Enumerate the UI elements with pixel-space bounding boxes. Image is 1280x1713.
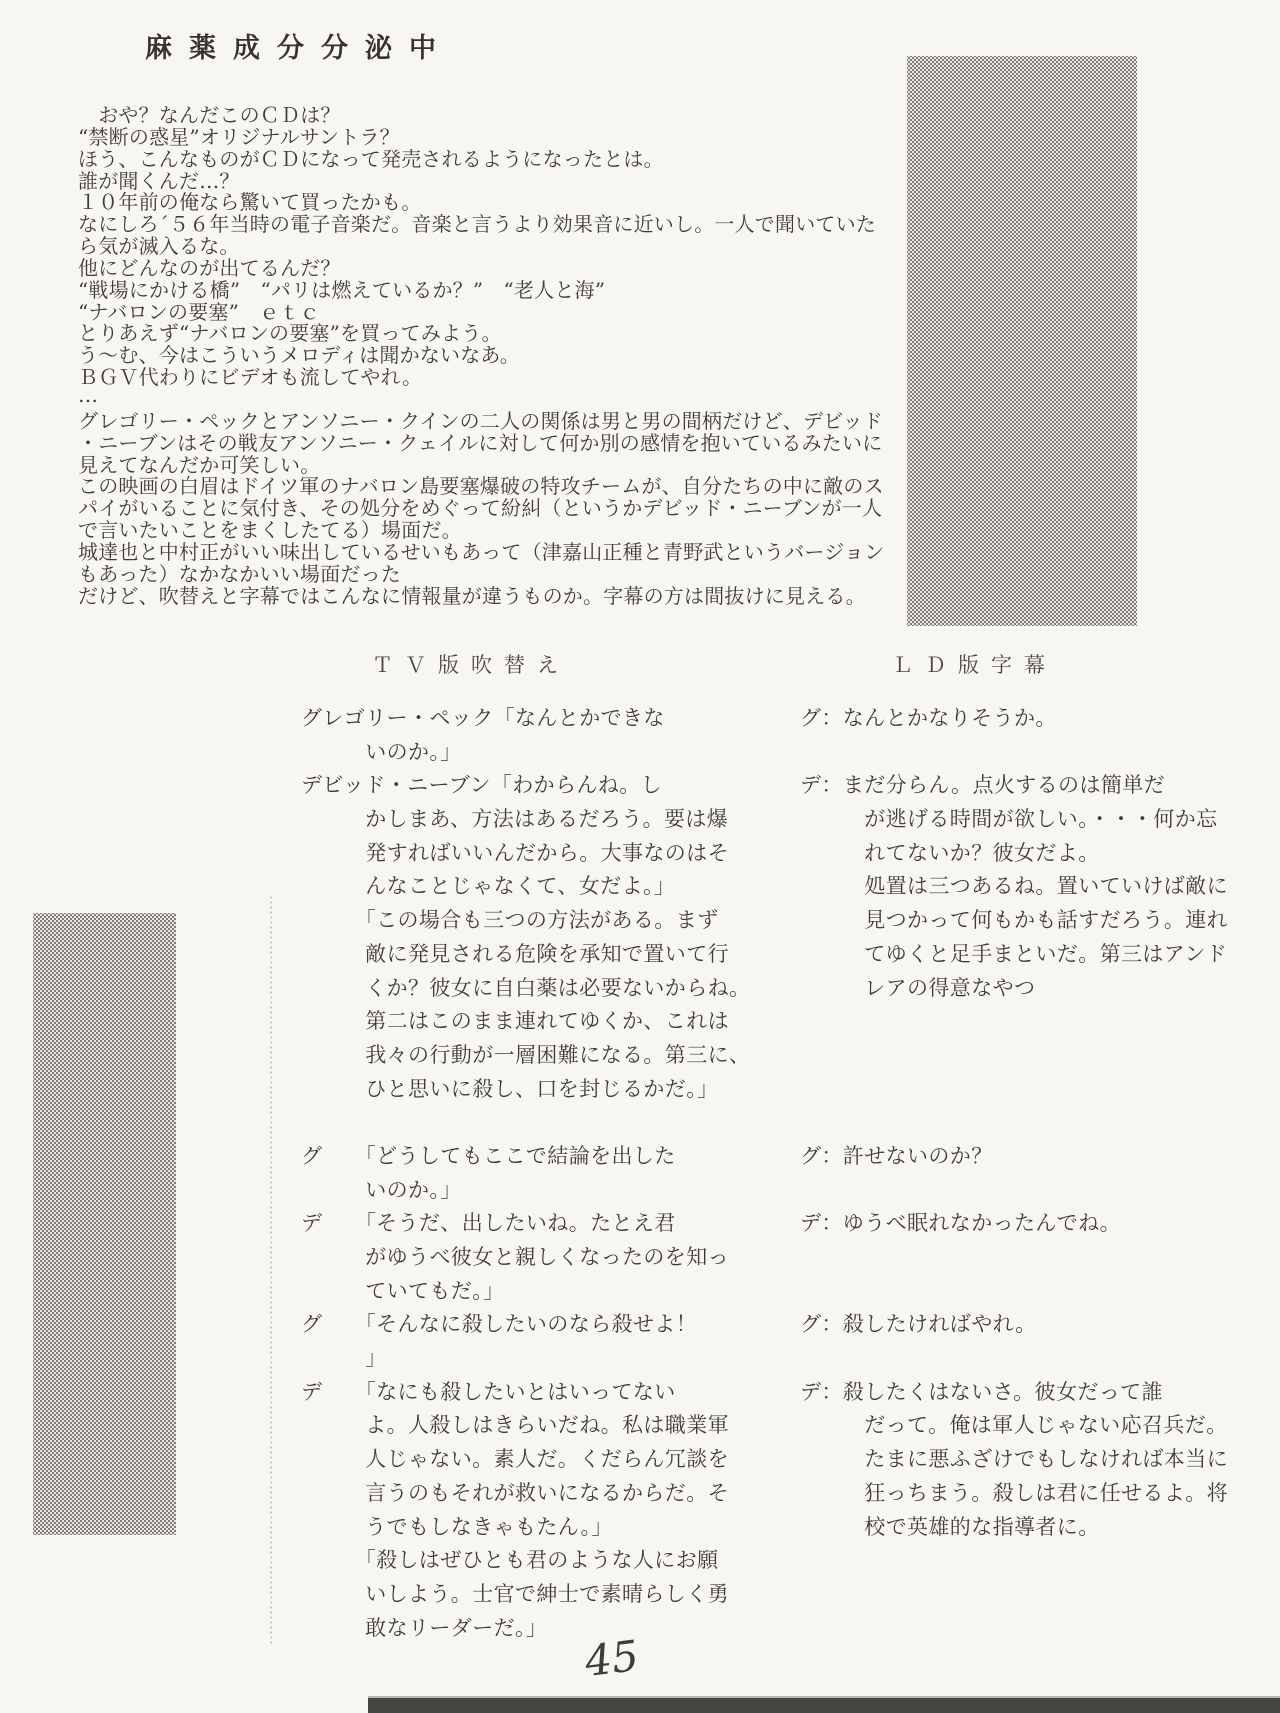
text-line: たまに悪ふざけでもしなければ本当に bbox=[800, 1447, 1228, 1472]
text-line: １０年前の俺なら驚いて買ったかも。 bbox=[78, 190, 422, 215]
text-line: 「この場合も三つの方法がある。まず bbox=[301, 908, 719, 933]
text-line: デ：ゆうべ眠れなかったんでね。 bbox=[800, 1211, 1121, 1236]
text-line: 見つかって何もかも話すだろう。連れ bbox=[800, 908, 1228, 933]
column-header-ld-subtitle: ＬＤ版字幕 bbox=[892, 653, 1057, 677]
text-line: “ナバロンの要塞” ｅｔｃ bbox=[78, 299, 320, 324]
text-line: よ。人殺しはきらいだね。私は職業軍 bbox=[301, 1413, 729, 1438]
text-line: 発すればいいんだから。大事なのはそ bbox=[301, 840, 729, 865]
text-line: ひと思いに殺し、口を封じるかだ。」 bbox=[301, 1076, 719, 1101]
text-line: いしよう。士官で紳士で素晴らしく勇 bbox=[301, 1581, 729, 1606]
text-line: いのか。」 bbox=[301, 739, 462, 764]
text-line: レアの得意なやつ bbox=[800, 975, 1036, 1000]
text-line: “戦場にかける橋” “パリは燃えているか？” “老人と海” bbox=[78, 277, 606, 302]
text-line: とりあえず“ナバロンの要塞”を買ってみよう。 bbox=[78, 321, 502, 346]
text-line bbox=[800, 1106, 1228, 1140]
text-line: だけど、吹替えと字幕ではこんなに情報量が違うものか。字幕の方は間抜けに見える。 bbox=[78, 583, 866, 608]
text-line: くか？彼女に自白薬は必要ないからね。 bbox=[301, 975, 751, 1000]
text-line: 我々の行動が一層困難になる。第三に、 bbox=[301, 1042, 751, 1067]
intro-paragraph bbox=[78, 99, 885, 608]
text-line: うでもしなきゃもたん。」 bbox=[301, 1514, 613, 1539]
text-line: いのか。」 bbox=[301, 1177, 462, 1202]
text-line: 校で英雄的な指導者に。 bbox=[800, 1514, 1100, 1539]
text-line: デ：まだ分らん。点火するのは簡単だ bbox=[800, 773, 1166, 798]
text-line: グ 「そんなに殺したいのなら殺せよ！ bbox=[301, 1312, 698, 1337]
text-line bbox=[800, 1005, 1228, 1039]
text-line: この映画の白眉はドイツ軍のナバロン島要塞爆破の特攻チームが、自分たちの中に敵のス bbox=[78, 474, 884, 499]
text-line: で言いたいことをまくしたてる）場面だ。 bbox=[78, 518, 462, 543]
text-line: グレゴリー・ペックとアンソニー・クインの二人の関係は男と男の間柄だけど、デビッド bbox=[78, 408, 883, 433]
text-line: 第二はこのまま連れてゆくか、これは bbox=[301, 1009, 729, 1034]
text-line: グ：殺したければやれ。 bbox=[800, 1312, 1037, 1337]
text-line: だって。俺は軍人じゃない応召兵だ。 bbox=[800, 1413, 1228, 1438]
text-line: ・ニーブンはその戦友アンソニー・クェイルに対して何か別の感情を抱いているみたいに bbox=[78, 430, 883, 455]
ld-subtitle-column bbox=[800, 702, 1228, 1544]
text-line: デ 「そうだ、出したいね。たとえ君 bbox=[301, 1211, 676, 1236]
text-line: 城達也と中村正がいい味出しているせいもあって（津嘉山正種と青野武というバージョン bbox=[78, 539, 885, 564]
text-line: 人じゃない。素人だ。くだらん冗談を bbox=[301, 1447, 729, 1472]
text-line: が逃げる時間が欲しい。・・・何か忘 bbox=[800, 807, 1218, 832]
text-line bbox=[301, 1106, 750, 1140]
text-line: 誰が聞くんだ…？ bbox=[78, 168, 240, 193]
text-line: デビッド・ニーブン「わからんね。し bbox=[301, 773, 663, 798]
scan-artifact-line bbox=[269, 895, 273, 1645]
bottom-scan-bar bbox=[368, 1698, 1280, 1713]
text-line: おや？なんだこのＣＤは？ bbox=[78, 103, 341, 127]
text-line: 「殺しはぜひとも君のような人にお願 bbox=[301, 1548, 719, 1573]
text-line bbox=[800, 1342, 1228, 1376]
text-line: なにしろ´５６年当時の電子音楽だ。音楽と言うより効果音に近いし。一人で聞いていた bbox=[78, 212, 876, 237]
text-line: 他にどんなのが出てるんだ？ bbox=[78, 255, 341, 280]
text-line: … bbox=[78, 382, 99, 407]
text-line: 見えてなんだか可笑しい。 bbox=[78, 452, 321, 477]
text-line: がゆうべ彼女と親しくなったのを知っ bbox=[301, 1245, 729, 1269]
text-line: てゆくと足手まといだ。第三はアンド bbox=[800, 941, 1228, 966]
text-line: デ：殺したくはないさ。彼女だって誰 bbox=[800, 1379, 1163, 1404]
text-line: 狂っちまう。殺しは君に任せるよ。将 bbox=[800, 1480, 1228, 1505]
text-line: 言うのもそれが救いになるからだ。そ bbox=[301, 1480, 729, 1505]
text-line: パイがいることに気付き、その処分をめぐって紛糾（というかデビッド・ニーブンが一人 bbox=[78, 496, 883, 521]
text-line: グ：許せないのか？ bbox=[800, 1143, 993, 1168]
text-line: ていてもだ。」 bbox=[301, 1278, 505, 1303]
text-line: もあった）なかなかいい場面だった bbox=[78, 561, 401, 586]
text-line bbox=[800, 1073, 1228, 1107]
text-line: 処置は三つあるね。置いていけば敵に bbox=[800, 874, 1228, 899]
text-line: ＢＧＶ代わりにビデオも流してやれ。 bbox=[78, 365, 423, 390]
text-line bbox=[800, 1174, 1228, 1208]
text-line bbox=[800, 1241, 1228, 1275]
text-line: グ 「どうしてもここで結論を出した bbox=[301, 1143, 676, 1168]
text-line: “禁断の惑星”オリジナルサントラ？ bbox=[78, 124, 400, 149]
text-line bbox=[800, 1275, 1228, 1309]
text-line: 」 bbox=[301, 1346, 387, 1371]
page-title: 麻薬成分分泌中 bbox=[145, 33, 453, 64]
tv-dub-column bbox=[301, 702, 750, 1645]
text-line: ほう、こんなものがＣＤになって発売されるようになったとは。 bbox=[78, 146, 664, 171]
text-line: ら気が滅入るな。 bbox=[78, 234, 240, 259]
text-line: 敵に発見される危険を承知で置いて行 bbox=[301, 941, 729, 966]
text-line: う〜む、今はこういうメロディは聞かないなあ。 bbox=[78, 343, 520, 368]
halftone-block-right bbox=[907, 56, 1137, 626]
text-line: れてないか？彼女だよ。 bbox=[800, 840, 1100, 865]
text-line bbox=[800, 1039, 1228, 1073]
text-line: デ 「なにも殺したいとはいってない bbox=[301, 1379, 676, 1404]
text-line: んなことじゃなくて、女だよ。」 bbox=[301, 874, 676, 899]
text-line: グレゴリー・ペック「なんとかできな bbox=[301, 706, 665, 730]
text-line bbox=[800, 736, 1228, 770]
text-line: グ：なんとかなりそうか。 bbox=[800, 706, 1057, 730]
text-line: かしまあ、方法はあるだろう。要は爆 bbox=[301, 807, 729, 832]
text-line: 敢なリーダーだ。」 bbox=[301, 1615, 548, 1640]
halftone-block-left bbox=[33, 913, 176, 1535]
column-header-tv-dub: ＴＶ版吹替え bbox=[372, 653, 570, 677]
page-number: 45 bbox=[582, 1630, 642, 1687]
